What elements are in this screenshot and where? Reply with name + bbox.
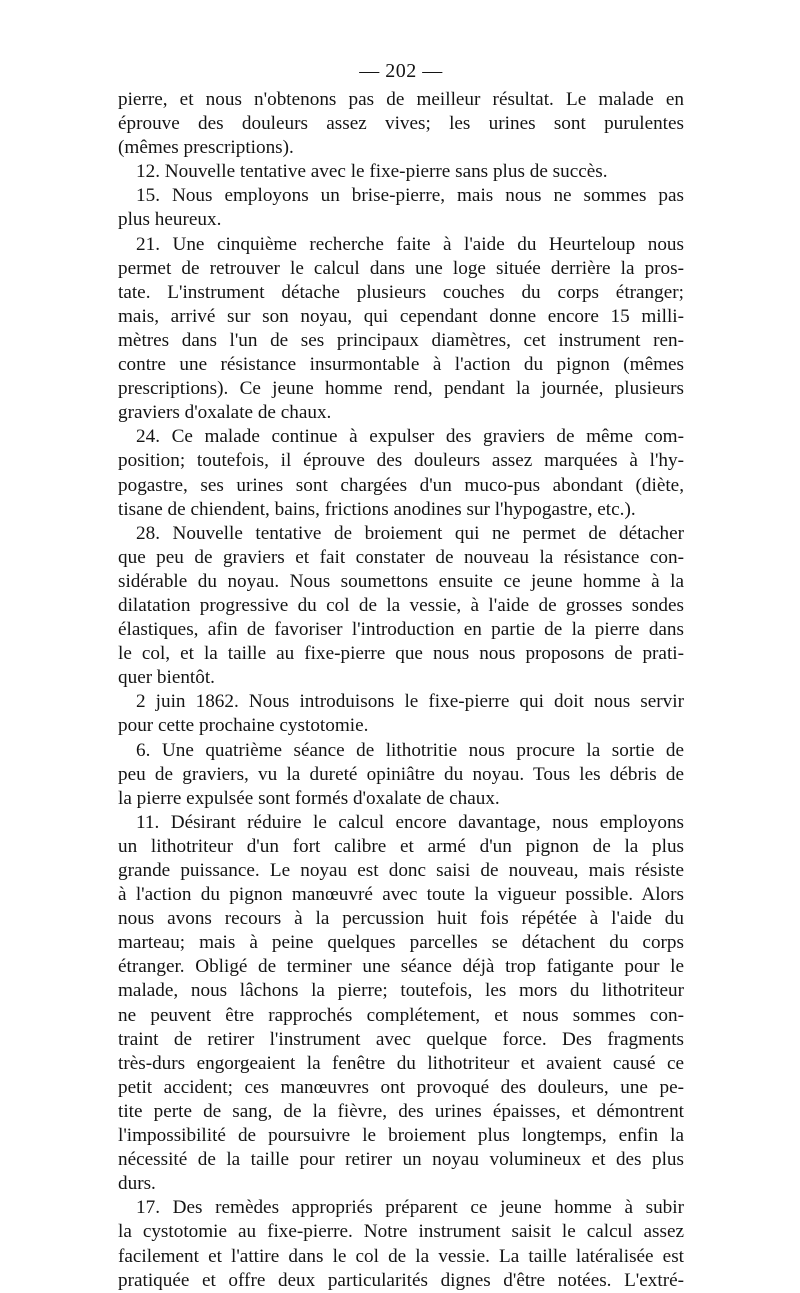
text-line: la cystotomie au fixe-pierre. Notre instrument saisit le calcul assez	[118, 1221, 684, 1243]
text-line: quer bientôt.	[118, 667, 215, 689]
text-line: élastiques, afin de favoriser l'introduction en partie de la pierre dans	[118, 619, 684, 641]
paragraph	[118, 160, 684, 184]
paragraph	[118, 184, 684, 232]
text-line: mais, arrivé sur son noyau, qui cependant donne encore 15 milli-	[118, 305, 684, 327]
page-number: — 202 —	[359, 60, 443, 82]
text-line: facilement et l'attire dans le col de la vessie. La taille latéralisée est	[118, 1245, 684, 1267]
text-line: peu de graviers, vu la dureté opiniâtre du noyau. Tous les débris de	[118, 763, 684, 785]
text-line: un lithotriteur d'un fort calibre et armé d'un pignon de la plus	[118, 835, 684, 857]
text-line: graviers d'oxalate de chaux.	[118, 402, 332, 424]
text-line: permet de retrouver le calcul dans une loge située derrière la pros-	[118, 257, 684, 279]
text-line: nécessité de la taille pour retirer un noyau volumineux et des plus	[118, 1149, 684, 1171]
text-line: 28. Nouvelle tentative de broiement qui ne permet de détacher	[136, 522, 684, 544]
text-line: 15. Nous employons un brise-pierre, mais nous ne sommes pas	[136, 185, 684, 207]
text-line: le col, et la taille au fixe-pierre que nous nous proposons de prati-	[118, 643, 684, 665]
text-line: 12. Nouvelle tentative avec le fixe-pierre sans plus de succès.	[136, 161, 608, 183]
text-line: position; toutefois, il éprouve des douleurs assez marquées à l'hy-	[118, 450, 684, 472]
text-line: 24. Ce malade continue à expulser des graviers de même com-	[136, 426, 684, 448]
text-line: contre une résistance insurmontable à l'action du pignon (mêmes	[118, 354, 684, 376]
text-line: durs.	[118, 1173, 156, 1195]
text-line: petit accident; ces manœuvres ont provoqué des douleurs, une pe-	[118, 1076, 684, 1098]
text-line: pour cette prochaine cystotomie.	[118, 715, 369, 737]
paragraph	[118, 88, 684, 160]
text-line: ne peuvent être rapprochés complétement, et nous sommes con-	[118, 1004, 684, 1026]
text-line: plus heureux.	[118, 209, 222, 231]
text-line: que peu de graviers et fait constater de nouveau la résistance con-	[118, 546, 684, 568]
text-line: pratiquée et offre deux particularités dignes d'être notées. L'extré-	[118, 1269, 684, 1291]
text-line: 17. Des remèdes appropriés préparent ce jeune homme à subir	[136, 1197, 684, 1219]
paragraph	[118, 425, 684, 521]
text-line: très-durs engorgeaient la fenêtre du lithotriteur et avaient causé ce	[118, 1052, 684, 1074]
text-line: (mêmes prescriptions).	[118, 137, 294, 159]
paragraph	[118, 522, 684, 691]
text-line: 6. Une quatrième séance de lithotritie nous procure la sortie de	[136, 739, 684, 761]
book-page	[118, 58, 684, 1293]
paragraph	[118, 1196, 684, 1292]
paragraph	[118, 233, 684, 426]
paragraph	[118, 811, 684, 1197]
text-line: 21. Une cinquième recherche faite à l'aide du Heurteloup nous	[136, 233, 684, 255]
body-text	[118, 88, 684, 1293]
paragraph	[118, 690, 684, 738]
text-line: mètres dans l'un de ses principaux diamètres, cet instrument ren-	[118, 329, 684, 351]
text-line: pierre, et nous n'obtenons pas de meilleur résultat. Le malade en	[118, 89, 684, 110]
text-line: l'impossibilité de poursuivre le broiement plus longtemps, enfin la	[118, 1125, 684, 1147]
text-line: étranger. Obligé de terminer une séance déjà trop fatigante pour le	[118, 956, 684, 978]
paragraph	[118, 739, 684, 811]
text-line: 2 juin 1862. Nous introduisons le fixe-pierre qui doit nous servir	[136, 691, 684, 713]
text-line: nous avons recours à la percussion huit fois répétée à l'aide du	[118, 908, 684, 930]
text-line: prescriptions). Ce jeune homme rend, pendant la journée, plusieurs	[118, 378, 684, 400]
text-line: à l'action du pignon manœuvré avec toute la vigueur possible. Alors	[118, 884, 684, 906]
text-line: pogastre, ses urines sont chargées d'un muco-pus abondant (diète,	[118, 474, 684, 496]
text-line: tite perte de sang, de la fièvre, des urines épaisses, et démontrent	[118, 1100, 684, 1122]
text-line: marteau; mais à peine quelques parcelles se détachent du corps	[118, 932, 684, 954]
text-line: tate. L'instrument détache plusieurs couches du corps étranger;	[118, 281, 684, 303]
text-line: grande puissance. Le noyau est donc saisi de nouveau, mais résiste	[118, 860, 684, 881]
text-line: malade, nous lâchons la pierre; toutefois, les mors du lithotriteur	[118, 980, 684, 1002]
text-line: dilatation progressive du col de la vessie, à l'aide de grosses sondes	[118, 594, 684, 616]
text-line: la pierre expulsée sont formés d'oxalate de chaux.	[118, 787, 500, 809]
text-line: éprouve des douleurs assez vives; les urines sont purulentes	[118, 113, 684, 135]
text-line: sidérable du noyau. Nous soumettons ensuite ce jeune homme à la	[118, 570, 684, 592]
text-line: traint de retirer l'instrument avec quelque force. Des fragments	[118, 1028, 684, 1050]
text-line: 11. Désirant réduire le calcul encore davantage, nous employons	[136, 811, 684, 833]
text-line: tisane de chiendent, bains, frictions anodines sur l'hypogastre, etc.).	[118, 498, 636, 520]
